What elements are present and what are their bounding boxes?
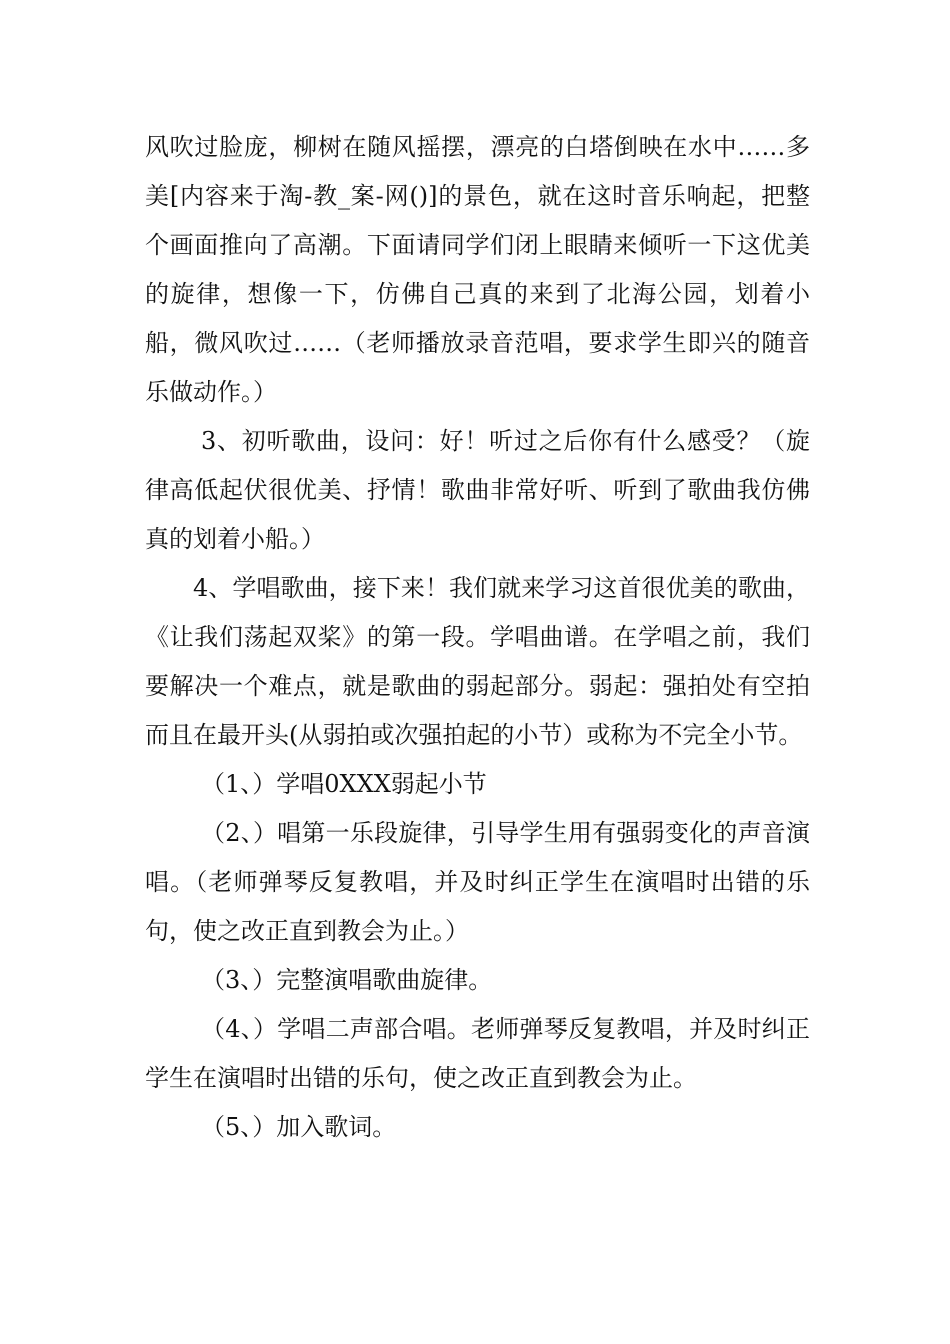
document-body bbox=[145, 123, 810, 1152]
paragraph-step-4: 4、学唱歌曲，接下来！我们就来学习这首很优美的歌曲，《让我们荡起双桨》的第一段。学唱曲谱。在学唱之前，我们要解决一个难点，就是歌曲的弱起部分。弱起：强拍处有空拍而且在最开头(从弱拍或次强拍起的小节）或称为不完全小节。 bbox=[145, 574, 810, 749]
paragraph-continuation: 风吹过脸庞，柳树在随风摇摆，漂亮的白塔倒映在水中……多美[内容来于淘-教_案-网()]的景色，就在这时音乐响起，把整个画面推向了高潮。下面请同学们闭上眼睛来倾听一下这优美的旋律，想像一下，仿佛自己真的来到了北海公园，划着小船，微风吹过……（老师播放录音范唱，要求学生即兴的随音乐做动作。） bbox=[145, 133, 810, 406]
paragraph-substep-5: （5、）加入歌词。 bbox=[201, 1113, 397, 1141]
paragraph-substep-1: （1、）学唱0XXX弱起小节 bbox=[201, 770, 487, 798]
paragraph-substep-4: （4、）学唱二声部合唱。老师弹琴反复教唱，并及时纠正学生在演唱时出错的乐句，使之改正直到教会为止。 bbox=[145, 1015, 810, 1092]
paragraph-step-3: 3、初听歌曲，设问：好！听过之后你有什么感受？（旋律高低起伏很优美、抒情！歌曲非常好听、听到了歌曲我仿佛真的划着小船。） bbox=[145, 427, 810, 553]
paragraph-substep-3: （3、）完整演唱歌曲旋律。 bbox=[201, 966, 493, 994]
paragraph-substep-2: （2、）唱第一乐段旋律，引导学生用有强弱变化的声音演唱。（老师弹琴反复教唱，并及时纠正学生在演唱时出错的乐句，使之改正直到教会为止。） bbox=[145, 819, 810, 945]
